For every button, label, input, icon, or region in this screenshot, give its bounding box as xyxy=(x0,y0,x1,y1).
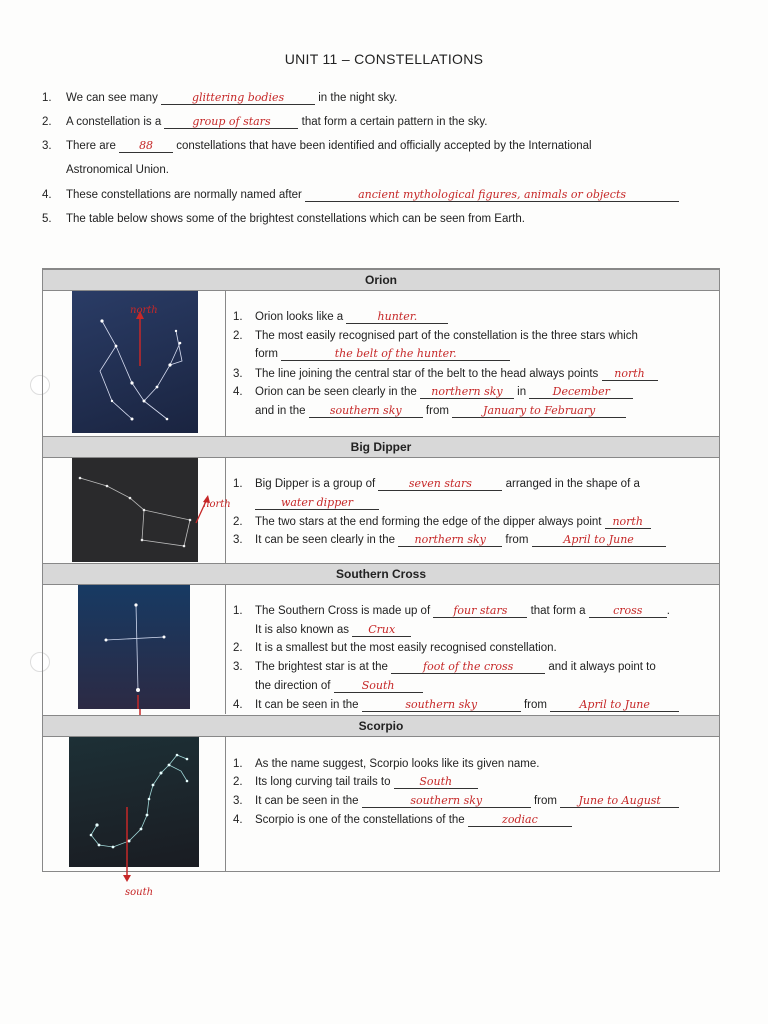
answer-blank[interactable]: the belt of the hunter. xyxy=(281,347,510,361)
answer-blank[interactable]: hunter. xyxy=(346,310,448,324)
text-label: It can be seen in the xyxy=(255,699,359,711)
text-label: 1. xyxy=(233,605,243,617)
text-label: from xyxy=(523,699,547,711)
text-label: 2. xyxy=(233,330,243,342)
text-label: 5. xyxy=(42,213,52,225)
text-label: The line joining the central star of the belt to the head always points xyxy=(255,368,599,380)
text-label: in xyxy=(517,386,527,398)
answer-blank[interactable]: 88 xyxy=(119,139,173,153)
text-label: Its long curving tail trails to xyxy=(255,776,391,788)
text-label: Big Dipper is a group of xyxy=(255,478,376,490)
text-label: It can be seen in the xyxy=(255,795,359,807)
text-label: 1. xyxy=(233,311,243,323)
text-label: from xyxy=(425,405,449,417)
text-label: 1. xyxy=(42,92,52,104)
text-label: A constellation is a xyxy=(66,116,162,128)
answer-blank[interactable]: southern sky xyxy=(309,404,423,418)
southern-cross-photo xyxy=(78,585,190,709)
text-label: The most easily recognised part of the constellation is the three stars which xyxy=(255,330,638,342)
text-label: 3. xyxy=(233,795,243,807)
text-label: 1. xyxy=(233,478,243,490)
south-arrow xyxy=(120,867,134,883)
orion-photo xyxy=(72,291,198,433)
text-label: that form a certain pattern in the sky. xyxy=(301,116,488,128)
text-label: 4. xyxy=(42,189,52,201)
text-label: 3. xyxy=(233,368,243,380)
answer-blank[interactable]: northern sky xyxy=(398,533,502,547)
answer-blank[interactable]: Crux xyxy=(352,623,411,637)
answer-blank[interactable]: southern sky xyxy=(362,698,521,712)
text-label: It is a smallest but the most easily recognised constellation. xyxy=(255,642,557,654)
text-label: 4. xyxy=(233,699,243,711)
answer-blank[interactable]: northern sky xyxy=(420,385,514,399)
direction-label: south xyxy=(125,887,154,898)
text-label: 2. xyxy=(233,642,243,654)
text-label: that form a xyxy=(530,605,586,617)
answer-blank[interactable]: cross xyxy=(589,604,667,618)
text-label: As the name suggest, Scorpio looks like its given name. xyxy=(255,758,540,770)
text-label: 3. xyxy=(42,140,52,152)
text-label: and in the xyxy=(255,405,306,417)
text-label: The two stars at the end forming the edge of the dipper always point xyxy=(255,516,602,528)
scorpio-photo xyxy=(69,737,199,867)
page-title: UNIT 11 – CONSTELLATIONS xyxy=(284,51,484,67)
answer-blank[interactable]: group of stars xyxy=(164,115,298,129)
answer-blank[interactable]: ancient mythological figures, animals or objects xyxy=(305,188,679,202)
answer-blank[interactable]: four stars xyxy=(433,604,527,618)
answer-blank[interactable]: seven stars xyxy=(378,477,502,491)
southern-cross-star-chart xyxy=(78,585,190,709)
section-header-big-dipper: Big Dipper xyxy=(43,436,719,458)
text-label: It is also known as xyxy=(255,624,349,636)
big-dipper-star-chart xyxy=(72,458,198,562)
text-label: We can see many xyxy=(66,92,158,104)
text-label: 4. xyxy=(233,386,243,398)
text-label: constellations that have been identified and officially accepted by the International xyxy=(176,140,592,152)
section-header-orion: Orion xyxy=(43,269,719,291)
text-label: 2. xyxy=(42,116,52,128)
text-label: arranged in the shape of a xyxy=(505,478,640,490)
text-label: Scorpio is one of the constellations of the xyxy=(255,814,465,826)
text-label: 1. xyxy=(233,758,243,770)
answer-blank[interactable]: glittering bodies xyxy=(161,91,315,105)
answer-blank[interactable]: foot of the cross xyxy=(391,660,545,674)
text-label: It can be seen clearly in the xyxy=(255,534,395,546)
answer-blank[interactable]: north xyxy=(605,515,651,529)
answer-blank[interactable]: southern sky xyxy=(362,794,531,808)
scorpio-star-chart xyxy=(69,737,199,867)
text-label: form xyxy=(255,348,278,360)
answer-blank[interactable]: April to June xyxy=(532,533,666,547)
direction-label: north xyxy=(130,305,158,316)
answer-blank[interactable]: water dipper xyxy=(255,496,379,510)
text-label: from xyxy=(505,534,529,546)
text-label: 3. xyxy=(233,661,243,673)
answer-blank[interactable]: South xyxy=(334,679,423,693)
text-label: Orion can be seen clearly in the xyxy=(255,386,417,398)
answer-blank[interactable]: January to February xyxy=(452,404,626,418)
text-label: . xyxy=(666,605,670,617)
text-label: the direction of xyxy=(255,680,331,692)
text-label: These constellations are normally named after xyxy=(66,189,302,201)
answer-blank[interactable]: June to August xyxy=(560,794,679,808)
section-header-scorpio: Scorpio xyxy=(43,715,719,737)
answer-blank[interactable]: South xyxy=(394,775,478,789)
answer-blank[interactable]: April to June xyxy=(550,698,679,712)
section-header-southern-cross: Southern Cross xyxy=(43,563,719,585)
text-label: The table below shows some of the brightest constellations which can be seen from Earth. xyxy=(66,213,525,225)
direction-label: north xyxy=(203,499,231,510)
text-label: 2. xyxy=(233,776,243,788)
text-label: Astronomical Union. xyxy=(66,164,169,176)
text-label: from xyxy=(533,795,557,807)
constellation-table xyxy=(42,268,720,898)
text-label: Orion looks like a xyxy=(255,311,344,323)
text-label: The Southern Cross is made up of xyxy=(255,605,431,617)
answer-blank[interactable]: December xyxy=(529,385,633,399)
text-label: and it always point to xyxy=(548,661,656,673)
text-label: 3. xyxy=(233,534,243,546)
text-label: 4. xyxy=(233,814,243,826)
big-dipper-photo xyxy=(72,458,198,562)
answer-blank[interactable]: north xyxy=(602,367,658,381)
text-label: in the night sky. xyxy=(318,92,398,104)
answer-blank[interactable]: zodiac xyxy=(468,813,572,827)
text-label: 2. xyxy=(233,516,243,528)
text-label: There are xyxy=(66,140,116,152)
text-label: The brightest star is at the xyxy=(255,661,388,673)
